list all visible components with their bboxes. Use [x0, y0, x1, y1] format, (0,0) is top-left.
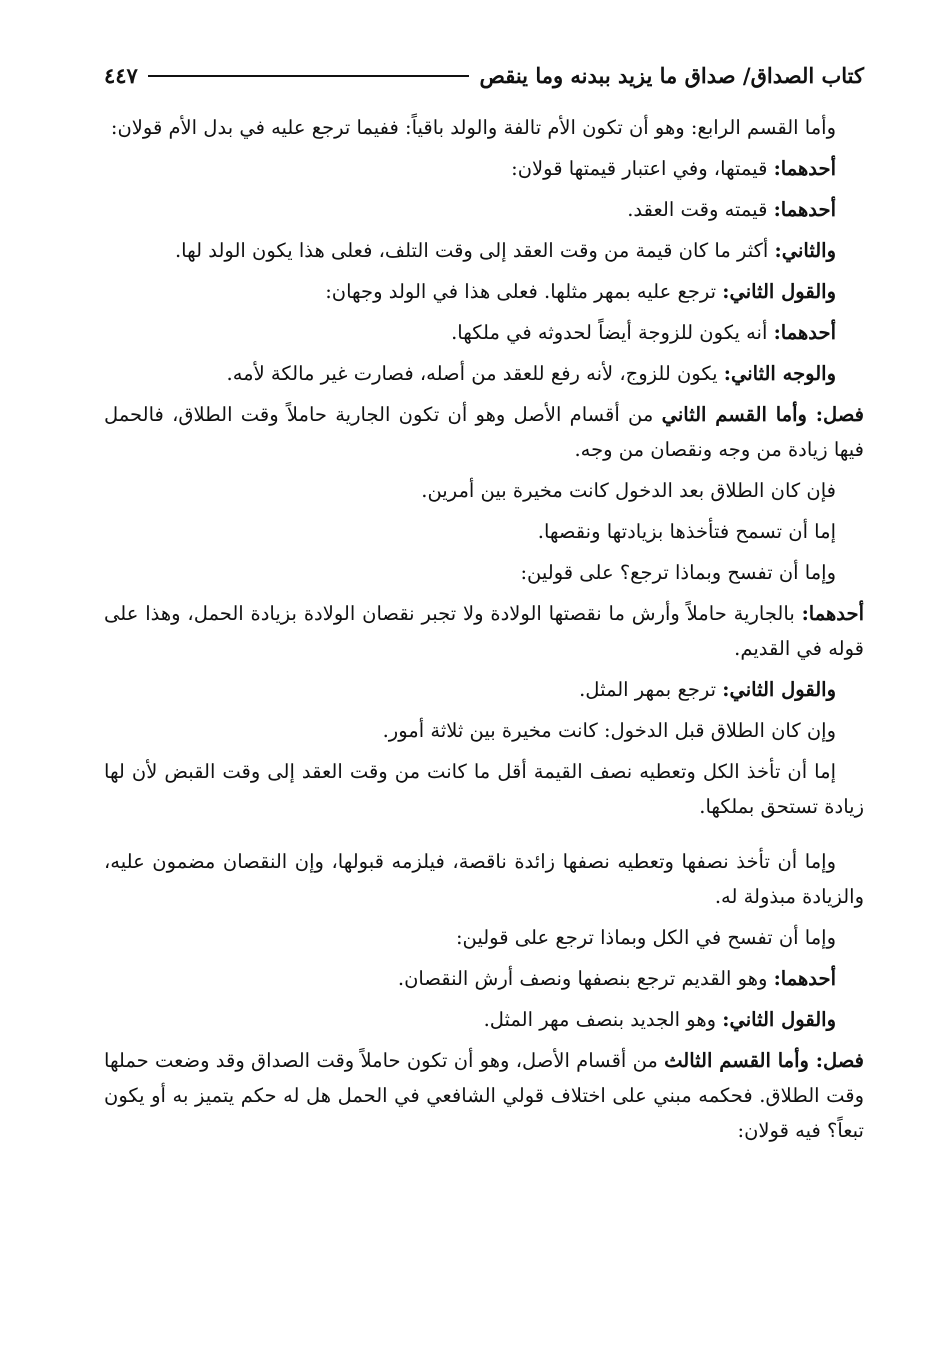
paragraph: والثاني: أكثر ما كان قيمة من وقت العقد إلى وقت التلف، فعلى هذا يكون الولد لها. — [174, 239, 836, 262]
paragraph: والوجه الثاني: يكون للزوج، لأنه رفع للعقد من أصله، فصارت غير مالكة لأمه. — [226, 362, 836, 385]
paragraph: أحدهما: بالجارية حاملاً وأرش ما نقصتها الولادة ولا تجبر نقصان الولادة بزيادة الحمل، وهذا على قوله في القديم. — [104, 602, 864, 660]
spacer — [104, 830, 864, 844]
paragraph: أحدهما: قيمتها، وفي اعتبار قيمتها قولان: — [511, 157, 836, 180]
paragraph: والقول الثاني: ترجع بمهر المثل. — [579, 678, 836, 701]
paragraph: وإما أن تأخذ نصفها وتعطيه نصفها زائدة ناقصة، فيلزمه قبولها، وإن النقصان مضمون عليه، والزيادة مبذولة له. — [104, 850, 864, 908]
paragraph: أحدهما: قيمته وقت العقد. — [627, 198, 836, 221]
paragraph: إما أن تسمح فتأخذها بزيادتها ونقصها. — [537, 520, 836, 543]
paragraph: والقول الثاني: وهو الجديد بنصف مهر المثل. — [483, 1008, 836, 1031]
paragraph: والقول الثاني: ترجع عليه بمهر مثلها. فعلى هذا في الولد وجهان: — [325, 280, 836, 303]
paragraph: إما أن تأخذ الكل وتعطيه نصف القيمة أقل ما كانت من وقت العقد إلى وقت القبض لأن لها زيادة تستحق بملكها. — [104, 760, 864, 818]
paragraph: أحدهما: وهو القديم ترجع بنصفها ونصف أرش النقصان. — [397, 967, 836, 990]
paragraph: وإن كان الطلاق قبل الدخول: كانت مخيرة بين ثلاثة أمور. — [382, 719, 836, 742]
paragraph: أحدهما: أنه يكون للزوجة أيضاً لحدوثه في ملكها. — [451, 321, 836, 344]
page-number: ٤٤٧ — [104, 63, 138, 88]
section-paragraph: فصل: وأما القسم الثاني من أقسام الأصل وهو أن تكون الجارية حاملاً وقت الطلاق، فالحمل فيها زيادة من وجه ونقصان من وجه. — [104, 403, 865, 461]
paragraph: وإما أن تفسح في الكل وبماذا ترجع على قولين: — [455, 926, 836, 949]
section-paragraph: فصل: وأما القسم الثالث من أقسام الأصل، وهو أن تكون حاملاً وقت الصداق وقد وضعت حملها وقت الطلاق. فحكمه مبني على اختلاف قولي الشافعي في الحمل هل له حكم يتميز به أو يكون تبعاً؟ فيه قولان: — [104, 1049, 865, 1142]
paragraph: فإن كان الطلاق بعد الدخول كانت مخيرة بين أمرين. — [421, 479, 836, 502]
running-header — [104, 62, 864, 90]
header-rule — [148, 75, 470, 77]
paragraph: وإما أن تفسح وبماذا ترجع؟ على قولين: — [520, 561, 836, 584]
paragraph: وأما القسم الرابع: وهو أن تكون الأم تالفة والولد باقياً: ففيما ترجع عليه في بدل الأم قولان: — [110, 116, 836, 139]
header-title: كتاب الصداق/ صداق ما يزيد ببدنه وما ينقص — [479, 63, 864, 88]
